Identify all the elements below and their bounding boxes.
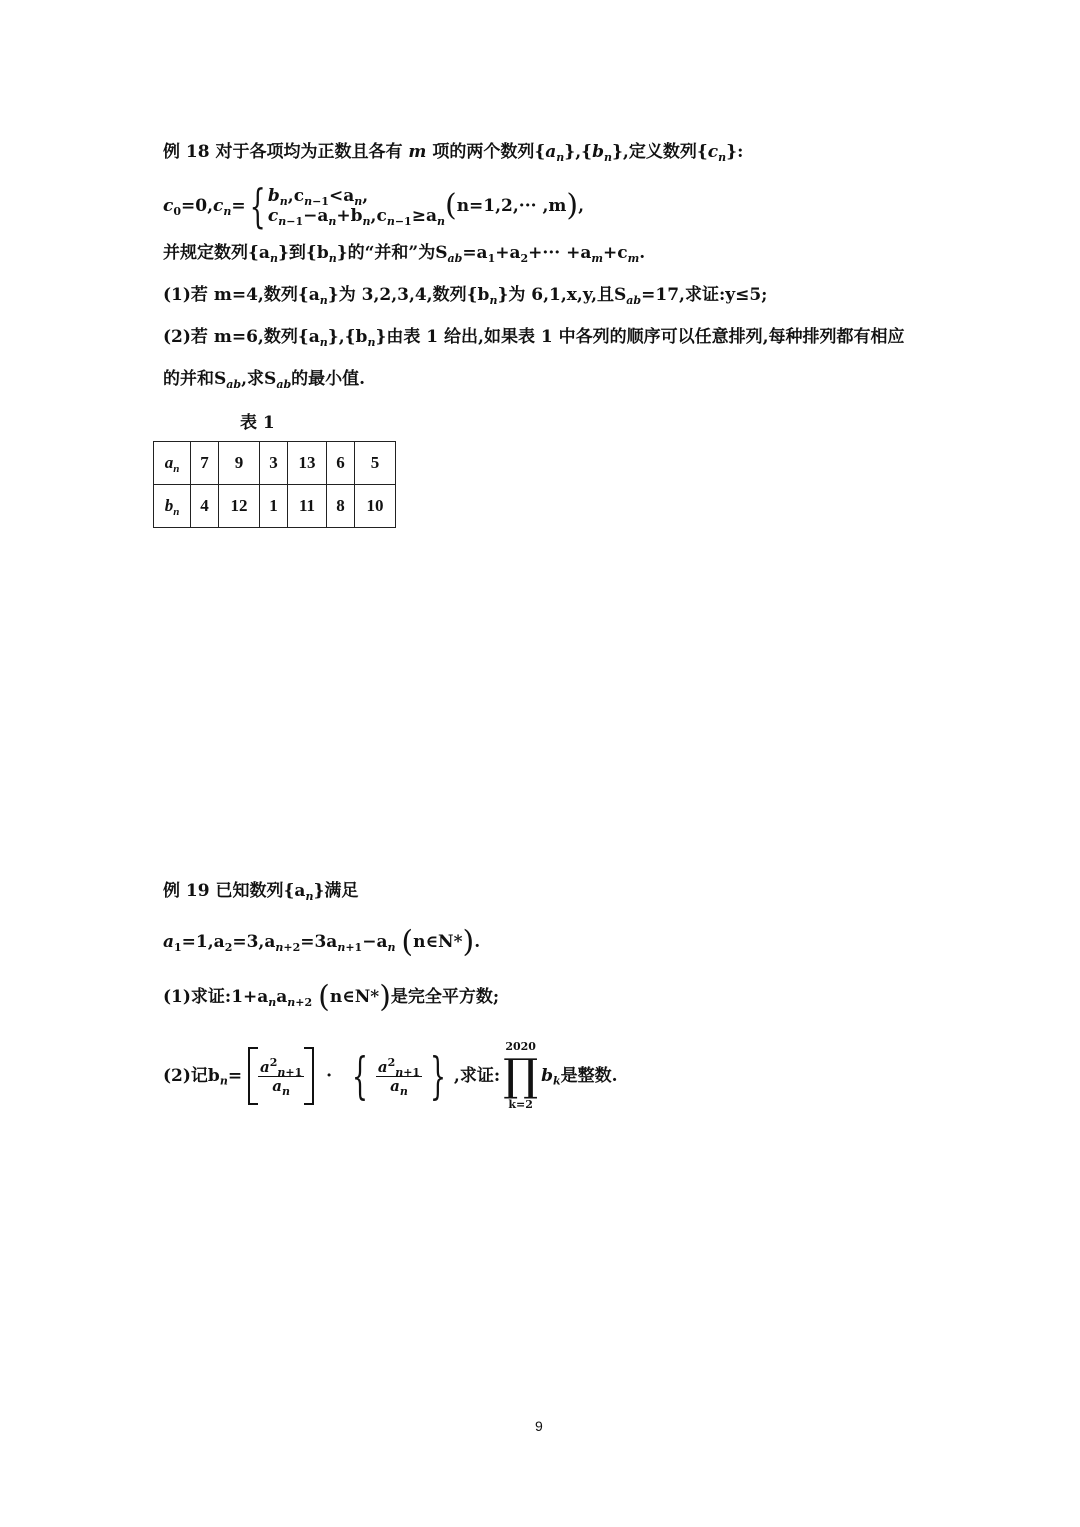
ex19-q1-a: (1)求证:1+a — [163, 987, 269, 1007]
fraction-1: $\frac{a^2_{n+1}}{a_n}$ — [259, 1055, 303, 1098]
table-row-b — [154, 485, 396, 528]
ex18-line1: 例 18 对于各项均为正数且各有 m 项的两个数列$\{a_n\},\{b_n\}$,定义数列$\{c_n\}$: — [163, 142, 744, 164]
table-cell: 1 — [260, 485, 288, 528]
table-cell: 6 — [327, 442, 355, 485]
ex19-recurrence: $a_1=1,a_2=3,a_{n+2}=3a_{n+1}-a_n$ (n∈N*). — [163, 924, 481, 960]
ex19-q2-b: = — [227, 1066, 243, 1086]
ex19-q1-c: 是完全平方数; — [390, 987, 500, 1007]
def-c0: =0, — [181, 196, 214, 216]
q1-b: }为 3,2,3,4,数列{b — [327, 285, 490, 305]
case2-b: +b — [336, 206, 363, 226]
def-cn: = — [231, 196, 246, 216]
def-range: n=1,2,··· ,m — [456, 196, 567, 216]
case1: ,c — [287, 186, 305, 206]
ex19-q1-cond: n∈N* — [329, 987, 380, 1007]
rule-2: }到{b — [277, 243, 329, 263]
rule-7: +c — [602, 243, 628, 263]
q1-d: =17,求证:y≤5; — [641, 285, 768, 305]
rec-cond: n∈N* — [413, 932, 463, 952]
ex19-q2-a: (2)记b — [163, 1066, 220, 1086]
ex18-label: 例 18 — [163, 142, 210, 162]
frac-brace-right-icon: } — [430, 1047, 446, 1105]
ex19-intro: 已知数列{a — [215, 881, 306, 901]
rule-6: +··· +a — [528, 243, 592, 263]
ex18-rule: 并规定数列$\{a_n\}$到$\{b_n\}$的“并和”为$S_{ab}=a_1+a_2+\cdot\cdot\cdot +a_m+c_m$. — [163, 243, 646, 265]
frac-brace-left-icon: { — [351, 1047, 368, 1105]
table-cell: 8 — [327, 485, 355, 528]
fraction-2: $\frac{a^2_{n+1}}{a_n}$ — [377, 1055, 421, 1098]
table-cell: 13 — [288, 442, 327, 485]
ex18-intro4: }: — [726, 142, 744, 162]
prod-bottom: k=2 — [508, 1098, 533, 1111]
rule-1: 并规定数列{a — [163, 243, 270, 263]
ex18-m: m — [408, 142, 427, 162]
table-cell: 4 — [191, 485, 219, 528]
q2-f: 的最小值. — [291, 369, 366, 389]
row-label-b: $b_n$ — [154, 485, 191, 528]
ex18-question-2-cont: 的并和$S_{ab}$,求$S_{ab}$的最小值. — [163, 369, 366, 391]
table-caption: 表 1 — [240, 413, 275, 433]
row-label-a-text: a — [164, 453, 174, 472]
ex18-intro3: },定义数列{ — [611, 142, 708, 162]
q2-e: ,求S — [241, 369, 277, 389]
rec-tail: . — [474, 932, 481, 952]
ex18-intro2: 项的两个数列{ — [432, 142, 546, 162]
rule-3: }的“并和”为S — [336, 243, 448, 263]
product-operator — [503, 1040, 538, 1112]
rec-4: =3a — [300, 932, 338, 952]
cases-brace-icon: { — [249, 179, 266, 233]
q1-c: }为 6,1,x,y,且S — [497, 285, 627, 305]
rec-5: −a — [362, 932, 388, 952]
def-range-tail: , — [578, 196, 585, 216]
q2-a: (2)若 m=6,数列{a — [163, 327, 320, 347]
ex18-intro: 对于各项均为正数且各有 — [215, 142, 403, 162]
ex18-definition: $c_0=0,c_n=$ { $b_n,c_{n-1}<a_n$, $c_{n-1}-a_n+b_n,c_{n-1}\ge a_n$ (n=1,2,··· ,m), — [163, 179, 585, 233]
floor-bracket-right-icon — [304, 1047, 314, 1105]
ex19-q2-c: ,求证: — [453, 1066, 501, 1086]
case1-tail: <a — [328, 186, 355, 206]
table-cell: 12 — [219, 485, 260, 528]
case2-d: ≥a — [411, 206, 437, 226]
ex19-question-1: (1)求证$:1+a_na_{n+2}$ (n∈N*)是完全平方数; — [163, 979, 500, 1015]
case2-a: −a — [303, 206, 329, 226]
ex19-label: 例 19 — [163, 881, 210, 901]
rule-5: +a — [495, 243, 521, 263]
q2-c: }由表 1 给出,如果表 1 中各列的顺序可以任意排列,每种排列都有相应 — [375, 327, 905, 347]
table-cell: 9 — [219, 442, 260, 485]
ex18-question-1: (1)若 m=4,数列$\{a_n\}$为 3,2,3,4,数列$\{b_n\}$为 6,1,x,y,且$S_{ab}=17$,求证:y≤5; — [163, 285, 768, 307]
table-cell: 3 — [260, 442, 288, 485]
row-label-b-text: b — [164, 496, 174, 515]
rec-a: a — [163, 932, 175, 952]
table-row-a — [154, 442, 396, 485]
ex19-question-2: (2)记$b_n=$ $\frac{a^2_{n+1}}{a_n}$ · { $\frac{a^2_{n+1}}{a_n}$ } ,求证: 2020 ∏ k=2 $b_k$是整数. — [163, 1040, 618, 1111]
case2-c: ,c — [370, 206, 387, 226]
ex19-q2-d: b — [541, 1066, 554, 1086]
ex19-q2-e: 是整数. — [560, 1066, 618, 1086]
product-icon: ∏ — [503, 1050, 539, 1101]
page-number: 9 — [535, 1418, 543, 1434]
q2-b: },{b — [327, 327, 368, 347]
rule-8: . — [639, 243, 646, 263]
ex19-q1-b: a — [276, 987, 288, 1007]
prod-top: 2020 — [505, 1040, 536, 1053]
cases-block: $b_n,c_{n-1}<a_n$, $c_{n-1}-a_n+b_n,c_{n-1}\ge a_n$ — [267, 186, 445, 228]
ex19-line1: 例 19 已知数列$\{a_n\}$满足 — [163, 881, 359, 903]
ex18-sep1: },{ — [564, 142, 593, 162]
dot-operator: · — [326, 1066, 333, 1086]
table-cell: 7 — [191, 442, 219, 485]
rec-2: =1,a — [181, 932, 225, 952]
table-cell: 5 — [355, 442, 396, 485]
floor-bracket-left-icon — [248, 1047, 258, 1105]
rule-4: =a — [462, 243, 488, 263]
row-label-a: $a_n$ — [154, 442, 191, 485]
table-1 — [153, 441, 396, 528]
q2-d: 的并和S — [163, 369, 227, 389]
ex19-intro2: }满足 — [313, 881, 359, 901]
table-cell: 10 — [355, 485, 396, 528]
rec-3: =3,a — [232, 932, 276, 952]
table-cell: 11 — [288, 485, 327, 528]
ex18-question-2: (2)若 m=6,数列$\{a_n\},\{b_n\}$由表 1 给出,如果表 1 中各列的顺序可以任意排列,每种排列都有相应 — [163, 327, 905, 349]
q1-a: (1)若 m=4,数列{a — [163, 285, 320, 305]
